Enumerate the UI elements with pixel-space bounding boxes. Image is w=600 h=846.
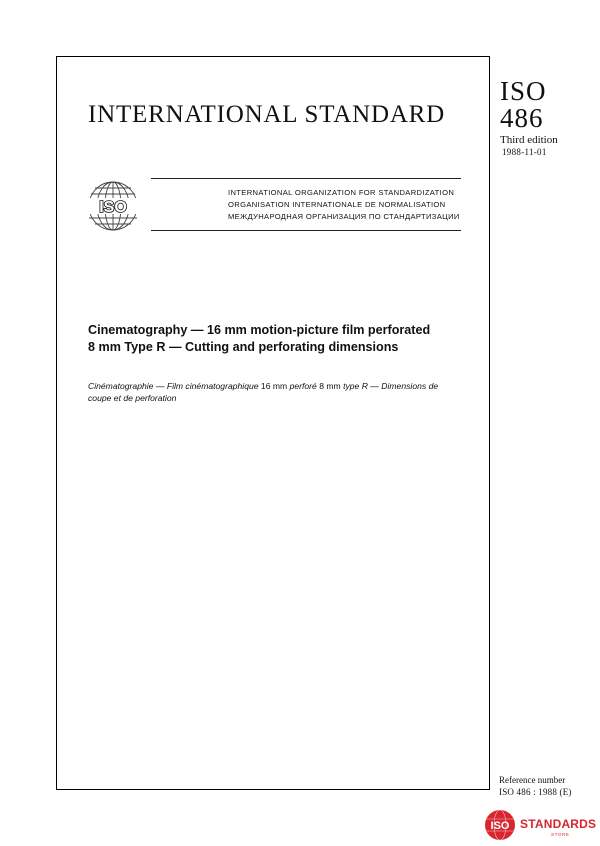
org-name-ru: МЕЖДУНАРОДНАЯ ОРГАНИЗАЦИЯ ПО СТАНДАРТИЗАЦИИ (228, 212, 460, 221)
french-title-part-2: 16 mm (258, 381, 290, 391)
french-title-part-5: type R — Dimensions de (343, 381, 439, 391)
store-name: STANDARDS (520, 817, 597, 831)
french-title (88, 380, 468, 404)
publication-date: 1988-11-01 (502, 147, 547, 157)
edition-label: Third edition (500, 134, 558, 146)
document-title (88, 322, 478, 356)
french-title-line-2: coupe et de perforation (88, 393, 177, 403)
document-title-line-1: Cinematography — 16 mm motion-picture film perforated (88, 323, 431, 337)
document-type-title: INTERNATIONAL STANDARD (88, 101, 446, 128)
org-name-fr: ORGANISATION INTERNATIONALE DE NORMALISATION (228, 200, 446, 209)
document-title-line-2: 8 mm Type R — Cutting and perforating dimensions (88, 340, 399, 354)
standard-prefix: ISO (500, 76, 547, 106)
french-title-part-1: Cinématographie — Film cinématographique (88, 381, 259, 391)
logo-text: ISO (99, 199, 127, 216)
org-name-en: INTERNATIONAL ORGANIZATION FOR STANDARDIZATION (228, 188, 455, 197)
page-frame (56, 56, 490, 790)
reference-number: ISO 486 : 1988 (E) (499, 787, 572, 797)
french-title-part-4: 8 mm (316, 381, 344, 391)
divider-top (151, 178, 461, 179)
french-title-part-3: perforé (289, 381, 317, 391)
divider-bottom (151, 230, 461, 231)
store-logo-text: ISO (490, 820, 510, 832)
french-title-line-1 (88, 380, 468, 392)
store-sub-label: STORE (551, 832, 570, 837)
iso-globe-logo-icon (86, 179, 140, 233)
reference-number-label: Reference number (499, 775, 566, 785)
standard-number: 486 (500, 103, 544, 133)
